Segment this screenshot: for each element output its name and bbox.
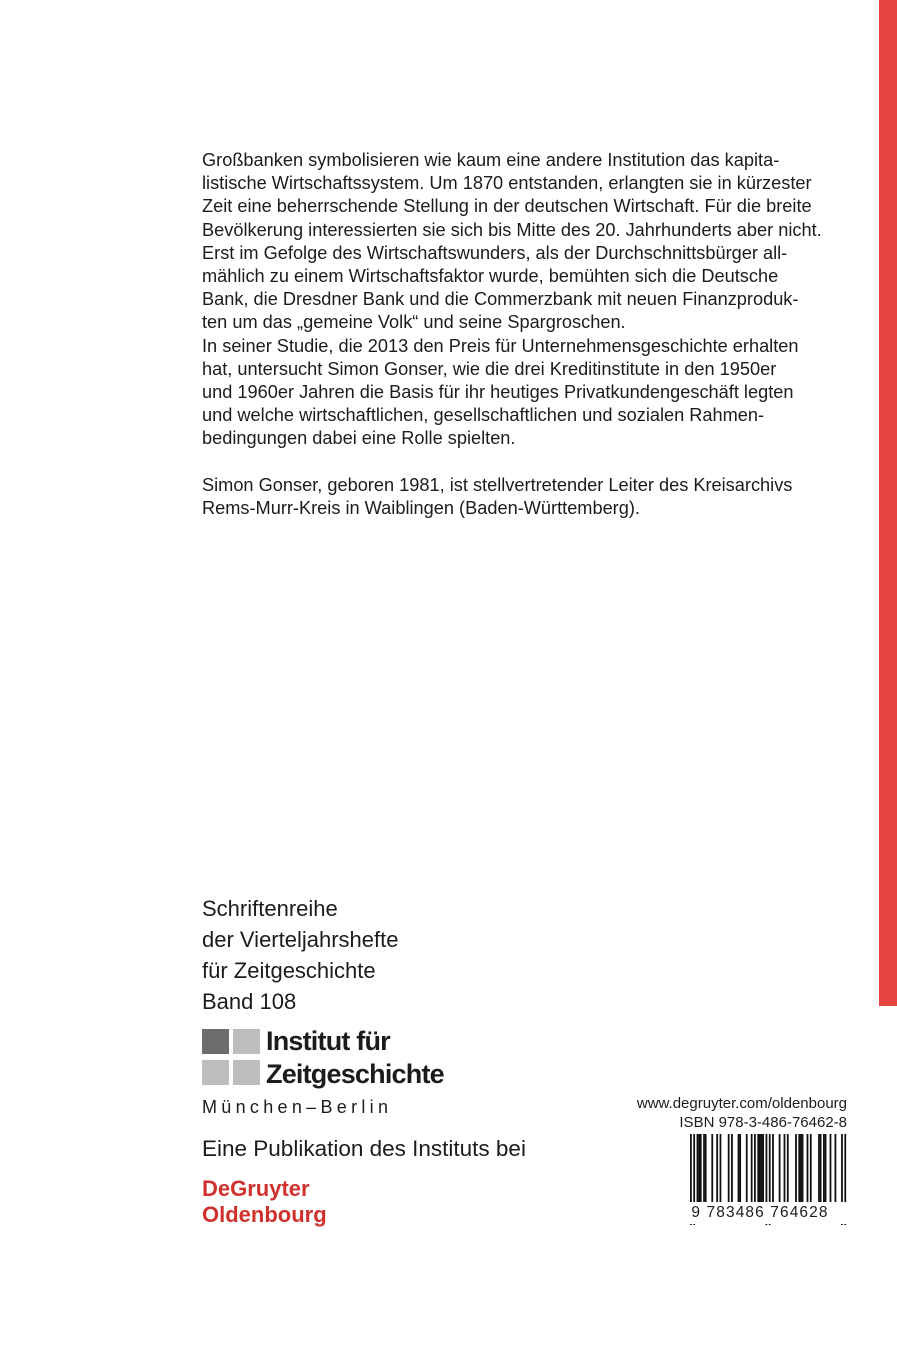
barcode-bar <box>738 1134 740 1205</box>
barcode-bar <box>779 1134 781 1205</box>
barcode-bar <box>703 1134 705 1205</box>
blurb-line: hat, untersucht Simon Gonser, wie die drei Kreditinstitute in den 1950er <box>202 358 777 379</box>
barcode-bar <box>731 1134 733 1205</box>
blurb-line: und welche wirtschaftlichen, gesellschaftlichen und sozialen Rahmen- <box>202 405 765 426</box>
blurb-line: bedingungen dabei eine Rolle spielten. <box>202 428 516 449</box>
paragraph-gap <box>202 451 852 474</box>
series-line: der Vierteljahrshefte <box>202 927 399 952</box>
institute-name-line: Zeitgeschichte <box>266 1059 444 1089</box>
barcode-bar <box>711 1134 713 1205</box>
barcode-bar <box>772 1134 774 1205</box>
blurb-line: ten um das „gemeine Volk“ und seine Spargroschen. <box>202 312 626 333</box>
barcode-bar <box>818 1134 820 1205</box>
publisher-name-line: DeGruyter <box>202 1176 310 1201</box>
institute-name-line: Institut für <box>266 1026 390 1056</box>
barcode-bar <box>800 1134 802 1205</box>
barcode-bar <box>697 1134 699 1205</box>
barcode-bar <box>757 1134 759 1205</box>
barcode-bar <box>807 1134 809 1205</box>
publication-note: Eine Publikation des Instituts bei <box>202 1136 526 1161</box>
red-edge-stripe <box>879 0 897 1006</box>
blurb-line: und 1960er Jahren die Basis für ihr heutiges Privatkundengeschäft legten <box>202 382 794 403</box>
blurb-line: mählich zu einem Wirtschaftsfaktor wurde, bemühten sich die Deutsche <box>202 266 779 287</box>
barcode-bar <box>802 1134 804 1205</box>
barcode-bar <box>759 1134 761 1205</box>
barcode-bar <box>835 1134 837 1205</box>
isbn-number: ISBN 978-3-486-76462-8 <box>679 1114 847 1131</box>
barcode-bar <box>798 1134 800 1205</box>
blurb-line: Bevölkerung interessierten sie sich bis Mitte des 20. Jahrhunderts aber nicht. <box>202 219 822 240</box>
blurb-line: Erst im Gefolge des Wirtschaftswunders, als der Durchschnittsbürger all- <box>202 242 788 263</box>
barcode-bar <box>739 1134 741 1205</box>
barcode-bar <box>795 1134 797 1205</box>
blurb-line: In seiner Studie, die 2013 den Preis für Unternehmensgeschichte erhalten <box>202 335 799 356</box>
barcode-bar <box>810 1134 812 1205</box>
barcode-bar <box>720 1134 722 1205</box>
series-line: Schriftenreihe <box>202 896 338 921</box>
barcode-bar <box>787 1134 789 1205</box>
barcode-bar <box>830 1134 832 1205</box>
barcode-bar <box>716 1134 718 1205</box>
author-bio-line: Simon Gonser, geboren 1981, ist stellvertretender Leiter des Kreisarchivs <box>202 474 793 495</box>
barcode-bar <box>784 1134 786 1205</box>
institute-name <box>266 1025 444 1091</box>
institute-logo <box>202 1026 444 1125</box>
publisher-logo <box>202 1176 327 1228</box>
barcode-bar <box>728 1134 730 1205</box>
barcode-bar <box>823 1134 825 1205</box>
blurb-line: Zeit eine beherrschende Stellung in der deutschen Wirtschaft. Für die breite <box>202 196 812 217</box>
barcode-bar <box>761 1134 763 1205</box>
barcode-bar <box>751 1134 753 1205</box>
back-cover-blurb <box>202 149 852 520</box>
series-info <box>202 893 399 1017</box>
barcode-digits: 9 783486 764628 <box>672 1202 848 1224</box>
barcode-bar <box>700 1134 702 1205</box>
institute-city: München–Berlin <box>202 1097 393 1117</box>
blurb-line: listische Wirtschaftssystem. Um 1870 entstanden, erlangten sie in kürzester <box>202 173 812 194</box>
logo-squares-icon <box>202 1029 260 1087</box>
barcode-bar <box>820 1134 822 1205</box>
blurb-line: Großbanken symbolisieren wie kaum eine andere Institution das kapita- <box>202 150 780 170</box>
blurb-line: Bank, die Dresdner Bank und die Commerzbank mit neuen Finanzproduk- <box>202 289 799 310</box>
barcode-bar <box>825 1134 827 1205</box>
barcode-bar <box>705 1134 707 1205</box>
author-bio-line: Rems-Murr-Kreis in Waiblingen (Baden-Württemberg). <box>202 498 640 519</box>
barcode-bar <box>754 1134 756 1205</box>
barcode-bar <box>762 1134 764 1205</box>
barcode-bar <box>698 1134 700 1205</box>
publisher-url: www.degruyter.com/oldenbourg <box>636 1095 847 1112</box>
publisher-name-line: Oldenbourg <box>202 1202 327 1227</box>
series-line: für Zeitgeschichte <box>202 958 376 983</box>
volume-number: Band 108 <box>202 989 297 1014</box>
barcode-bar <box>746 1134 748 1205</box>
